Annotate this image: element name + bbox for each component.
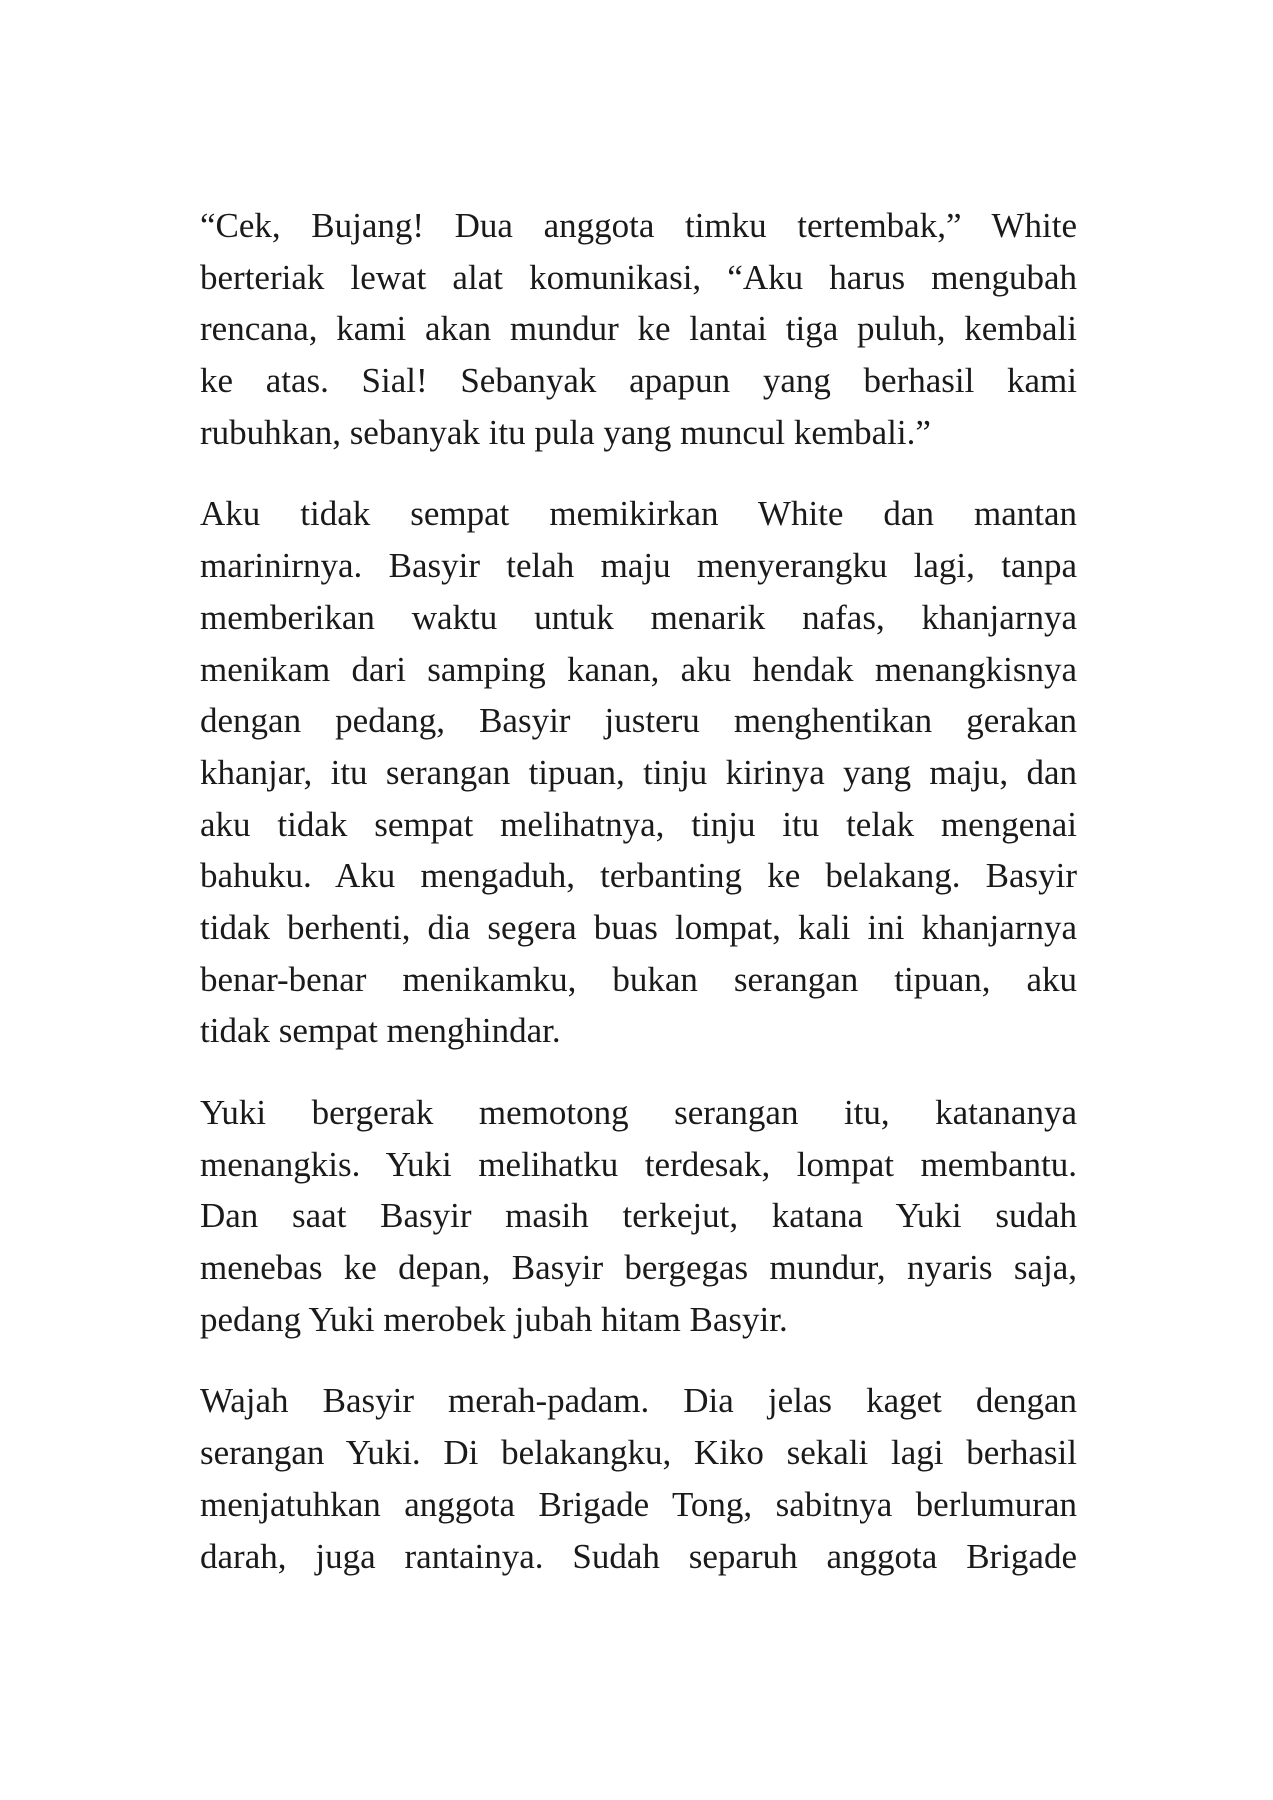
text-line: memberikan waktu untuk menarik nafas, khanjarnya <box>200 597 1077 637</box>
text-line: marinirnya. Basyir telah maju menyerangku lagi, tanpa <box>200 546 1077 586</box>
text-line: dengan pedang, Basyir justeru menghentikan gerakan <box>200 701 1077 741</box>
text-line: menjatuhkan anggota Brigade Tong, sabitnya berlumuran <box>200 1484 1077 1524</box>
text-line: Dan saat Basyir masih terkejut, katana Yuki sudah <box>200 1196 1077 1236</box>
text-line: ke atas. Sial! Sebanyak apapun yang berhasil kami <box>200 361 1077 401</box>
paragraph-2 <box>200 488 1077 1057</box>
text-line: serangan Yuki. Di belakangku, Kiko sekali lagi berhasil <box>200 1433 1077 1473</box>
paragraph-1 <box>200 200 1077 458</box>
text-line: menangkis. Yuki melihatku terdesak, lompat membantu. <box>200 1144 1077 1184</box>
text-line: bahuku. Aku mengaduh, terbanting ke belakang. Basyir <box>200 856 1077 896</box>
text-line: Aku tidak sempat memikirkan White dan mantan <box>200 494 1077 534</box>
text-line: rubuhkan, sebanyak itu pula yang muncul kembali.” <box>200 412 931 452</box>
paragraph-3 <box>200 1087 1077 1345</box>
text-line: tidak sempat menghindar. <box>200 1011 561 1051</box>
text-line: rencana, kami akan mundur ke lantai tiga puluh, kembali <box>200 309 1077 349</box>
text-line: tidak berhenti, dia segera buas lompat, kali ini khanjarnya <box>200 907 1077 947</box>
text-line: aku tidak sempat melihatnya, tinju itu telak mengenai <box>200 804 1077 844</box>
text-line: menikam dari samping kanan, aku hendak menangkisnya <box>200 649 1077 689</box>
text-line: menebas ke depan, Basyir bergegas mundur, nyaris saja, <box>200 1248 1077 1288</box>
text-line: pedang Yuki merobek jubah hitam Basyir. <box>200 1299 788 1339</box>
page-text <box>200 200 1077 1612</box>
text-line: berteriak lewat alat komunikasi, “Aku harus mengubah <box>200 257 1077 297</box>
text-line: darah, juga rantainya. Sudah separuh anggota Brigade <box>200 1536 1077 1576</box>
text-line: benar-benar menikamku, bukan serangan tipuan, aku <box>200 959 1077 999</box>
text-line: Yuki bergerak memotong serangan itu, katananya <box>200 1093 1077 1132</box>
paragraph-4 <box>200 1375 1077 1582</box>
text-line: “Cek, Bujang! Dua anggota timku tertembak,” White <box>200 206 1077 245</box>
text-line: Wajah Basyir merah-padam. Dia jelas kaget dengan <box>200 1381 1077 1421</box>
text-line: khanjar, itu serangan tipuan, tinju kirinya yang maju, dan <box>200 752 1077 792</box>
